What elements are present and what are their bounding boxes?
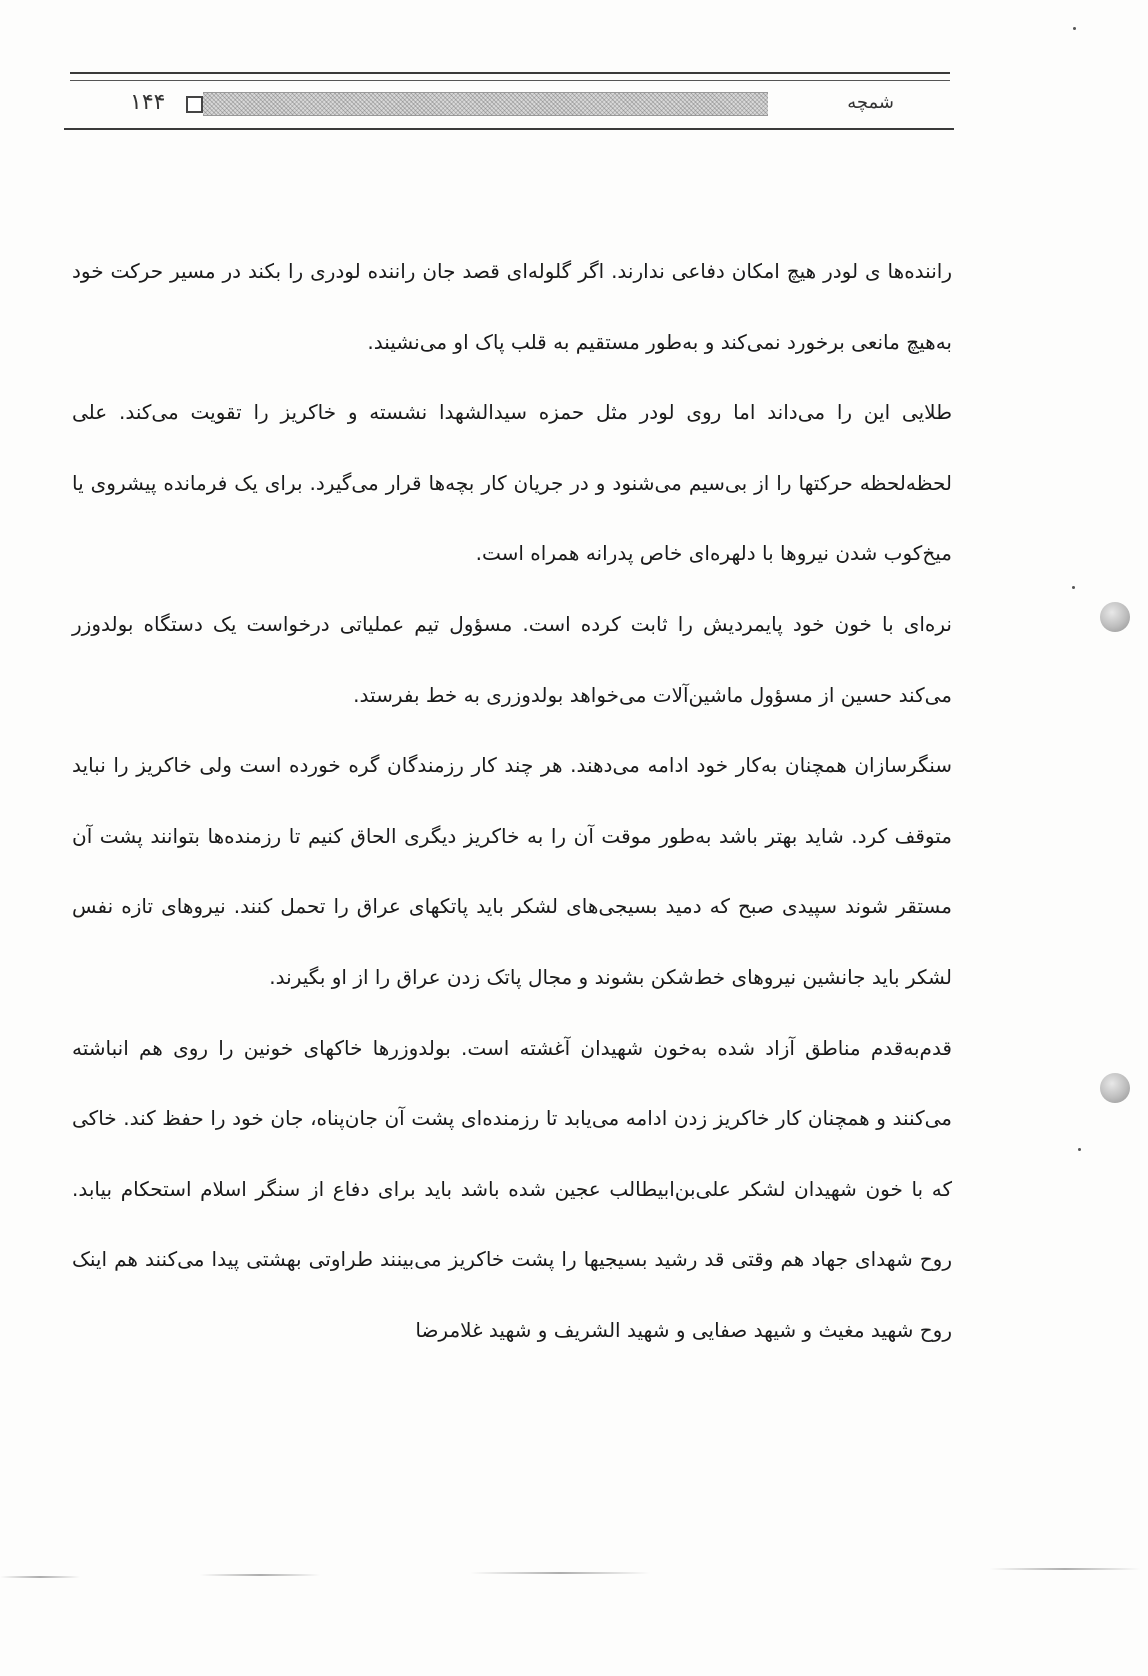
header-bottom-rule [64,128,954,130]
scan-streak [0,1576,80,1578]
scan-speck [1072,586,1075,589]
paragraph: راننده‌ها ی لودر هیچ امکان دفاعی ندارند. اگر گلوله‌ای قصد جان راننده لودری را بکند در مسیر حرکت خود به‌هیچ مانعی برخورد نمی‌کند و به‌طور مستقیم به قلب پاک او می‌نشیند. [72,259,952,354]
header-top-rule-thin [70,80,950,81]
scan-speck [1073,27,1076,30]
header-square-ornament [186,96,203,113]
page-number: ۱۴۴ [130,90,166,115]
binder-hole-lower [1100,1073,1130,1103]
scan-streak [470,1572,650,1574]
paragraph: سنگرسازان همچنان به‌کار خود ادامه می‌دهند. هر چند کار رزمندگان گره خورده است ولی خاکریز را نباید متوقف کرد. شاید بهتر باشد به‌طور موقت آن را به خاکریز دیگری الحاق کنیم تا رزمنده‌ها بتوانند پشت آن مستقر شوند سپیدی صبح که دمید بسیجی‌های لشکر باید پاتکهای عراق را تحمل کنند. نیروهای تازه نفس لشکر باید جانشین نیروهای خط‌شکن بشوند و مجال پاتک زدن عراق را از او بگیرند. [72,753,952,989]
running-title: شمچه [847,92,894,113]
header-hatched-bar [203,92,768,116]
header-top-rule [70,72,950,74]
paragraph: قدم‌به‌قدم مناطق آزاد شده به‌خون شهیدان آغشته است. بولدوزرها خاکهای خونین را روی هم انباشته می‌کنند و همچنان کار خاکریز زدن ادامه می‌یابد تا رزمنده‌ای پشت آن جان‌پناه، جان خود را حفظ کند. خاکی که با خون شهیدان لشکر علی‌بن‌ابیطالب عجین شده باشد باید برای دفاع از سنگر اسلام استحکام بیابد. روح شهدای جهاد هم وقتی قد رشید بسیجیها را پشت خاکریز می‌بینند طراوتی بهشتی پیدا می‌کنند هم اینک روح شهید مغیث و شیهد صفایی و شهید الشریف و شهید غلامرضا [72,1035,952,1342]
scan-streak [200,1574,320,1576]
binder-hole-upper [1100,602,1130,632]
body-text [72,236,952,1366]
scan-streak [990,1568,1140,1570]
paragraph: طلایی این را می‌داند اما روی لودر مثل حمزه سیدالشهدا نشسته و خاکریز را تقویت می‌کند. علی لحظه‌لحظه حرکتها را از بی‌سیم می‌شنود و در جریان کار بچه‌ها قرار می‌گیرد. برای یک فرمانده پیشروی یا میخ‌کوب شدن نیروها با دلهره‌ای خاص پدرانه همراه است. [72,400,952,566]
scan-speck [1078,1148,1081,1151]
paragraph: نره‌ای با خون خود پایمردیش را ثابت کرده است. مسؤول تیم عملیاتی درخواست یک دستگاه بولدوزر می‌کند حسین از مسؤول ماشین‌آلات می‌خواهد بولدوزری به خط بفرستد. [72,611,952,707]
